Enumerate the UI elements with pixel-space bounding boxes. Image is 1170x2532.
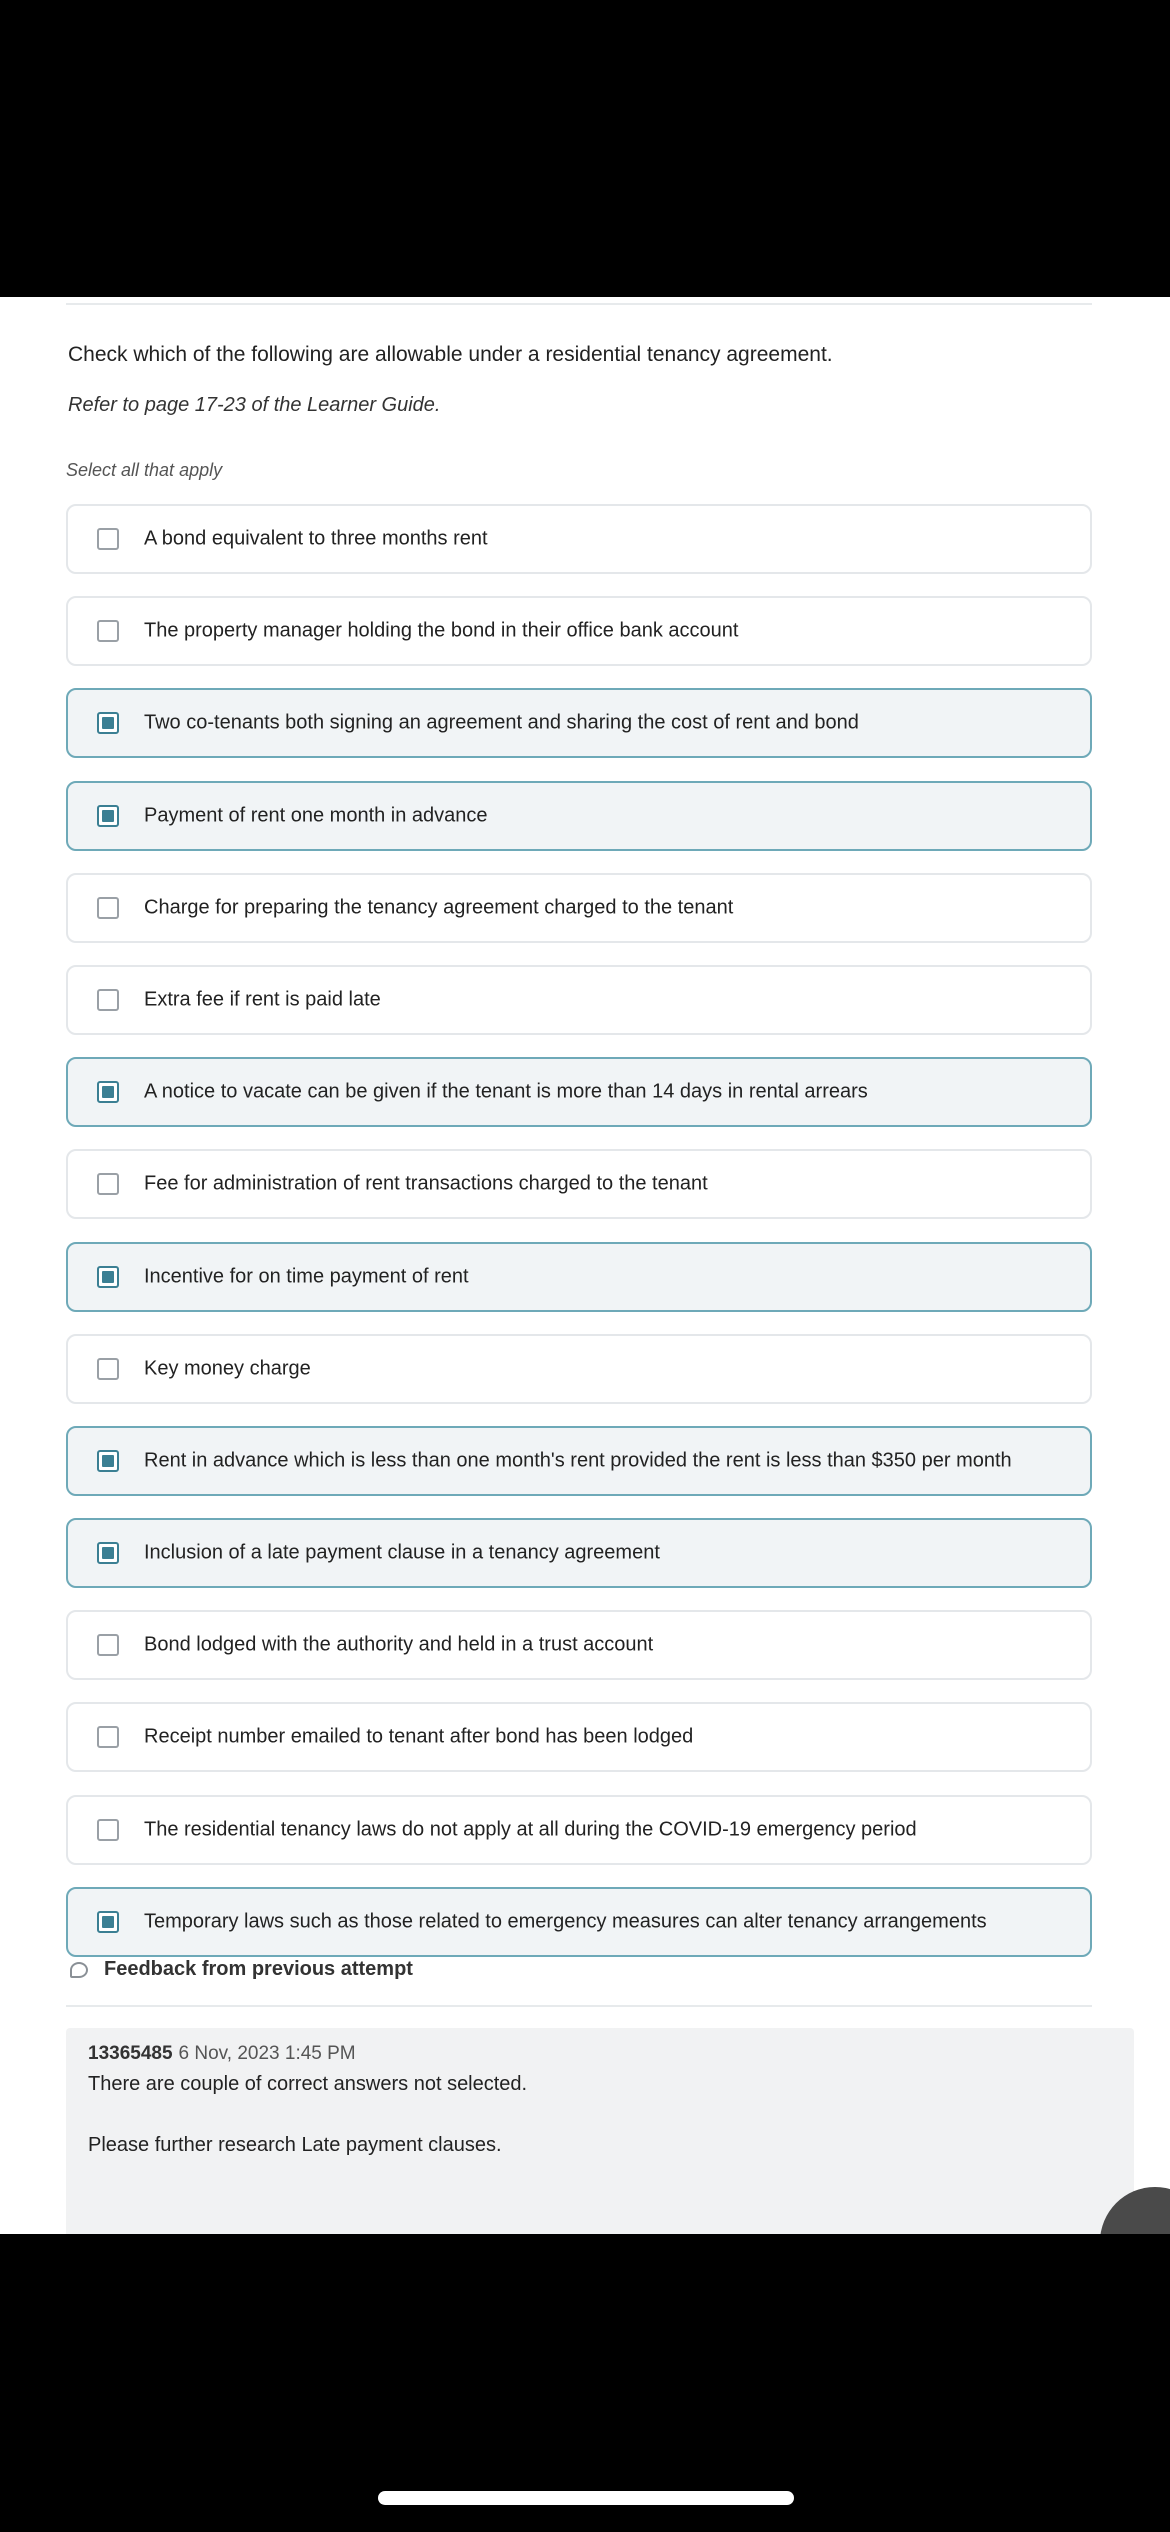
option-item[interactable] — [66, 1426, 1092, 1496]
checkbox[interactable] — [97, 1358, 119, 1380]
option-label: Payment of rent one month in advance — [144, 804, 488, 827]
quiz-content — [0, 297, 1170, 2234]
option-item[interactable] — [66, 1518, 1092, 1588]
option-item[interactable] — [66, 1057, 1092, 1127]
options-list — [66, 504, 1092, 1979]
option-label: Bond lodged with the authority and held in a trust account — [144, 1633, 654, 1656]
reference-note: Refer to page 17-23 of the Learner Guide. — [68, 394, 441, 416]
checkbox[interactable] — [97, 1173, 119, 1195]
feedback-line: There are couple of correct answers not selected. — [88, 2073, 528, 2095]
top-divider — [66, 303, 1092, 305]
checkbox[interactable] — [97, 897, 119, 919]
checkbox[interactable] — [97, 805, 119, 827]
option-label: Inclusion of a late payment clause in a tenancy agreement — [144, 1541, 660, 1564]
option-label: Rent in advance which is less than one month's rent provided the rent is less than $350 per month — [144, 1449, 1012, 1472]
option-label: Charge for preparing the tenancy agreement charged to the tenant — [144, 896, 734, 919]
checkbox[interactable] — [97, 989, 119, 1011]
option-label: Fee for administration of rent transactions charged to the tenant — [144, 1172, 708, 1195]
top-black-bar — [0, 0, 1170, 297]
option-label: Incentive for on time payment of rent — [144, 1265, 469, 1287]
option-item[interactable] — [66, 1149, 1092, 1219]
home-indicator[interactable] — [378, 2491, 794, 2505]
option-label: Two co-tenants both signing an agreement and sharing the cost of rent and bond — [144, 711, 859, 734]
option-item[interactable] — [66, 688, 1092, 758]
select-instruction: Select all that apply — [66, 460, 223, 480]
bottom-black-bar — [0, 2234, 1170, 2532]
checkbox[interactable] — [97, 1266, 119, 1288]
option-item[interactable] — [66, 1610, 1092, 1680]
option-label: A notice to vacate can be given if the tenant is more than 14 days in rental arrears — [144, 1080, 868, 1103]
option-item[interactable] — [66, 504, 1092, 574]
checkbox[interactable] — [97, 1911, 119, 1933]
option-label: Receipt number emailed to tenant after bond has been lodged — [144, 1725, 694, 1748]
option-item[interactable] — [66, 1702, 1092, 1772]
feedback-meta — [88, 2043, 356, 2065]
option-item[interactable] — [66, 781, 1092, 851]
feedback-card — [66, 2028, 1134, 2234]
feedback-user-id: 13365485 — [88, 2043, 173, 2064]
option-label: Key money charge — [144, 1357, 311, 1380]
checkbox[interactable] — [97, 620, 119, 642]
checkbox[interactable] — [97, 1726, 119, 1748]
option-item[interactable] — [66, 1334, 1092, 1404]
option-label: A bond equivalent to three months rent — [144, 527, 488, 550]
checkbox[interactable] — [97, 712, 119, 734]
feedback-divider — [66, 2005, 1092, 2007]
option-label: Extra fee if rent is paid late — [144, 988, 381, 1011]
question-text: Check which of the following are allowable under a residential tenancy agreement. — [68, 343, 833, 366]
option-item[interactable] — [66, 965, 1092, 1035]
feedback-title: Feedback from previous attempt — [104, 1958, 413, 1980]
option-item[interactable] — [66, 596, 1092, 666]
option-label: The residential tenancy laws do not apply at all during the COVID-19 emergency period — [144, 1818, 917, 1841]
option-item[interactable] — [66, 1887, 1092, 1957]
option-label: The property manager holding the bond in their office bank account — [144, 619, 739, 642]
feedback-header — [70, 1958, 413, 1981]
feedback-line: Please further research Late payment clauses. — [88, 2134, 502, 2156]
option-item[interactable] — [66, 1242, 1092, 1312]
checkbox[interactable] — [97, 1819, 119, 1841]
option-item[interactable] — [66, 1795, 1092, 1865]
option-item[interactable] — [66, 873, 1092, 943]
checkbox[interactable] — [97, 1634, 119, 1656]
checkbox[interactable] — [97, 1081, 119, 1103]
checkbox[interactable] — [97, 1542, 119, 1564]
option-label: Temporary laws such as those related to emergency measures can alter tenancy arrangements — [144, 1910, 987, 1933]
speech-bubble-icon — [70, 1962, 88, 1978]
checkbox[interactable] — [97, 528, 119, 550]
feedback-timestamp: 6 Nov, 2023 1:45 PM — [178, 2043, 356, 2064]
checkbox[interactable] — [97, 1450, 119, 1472]
